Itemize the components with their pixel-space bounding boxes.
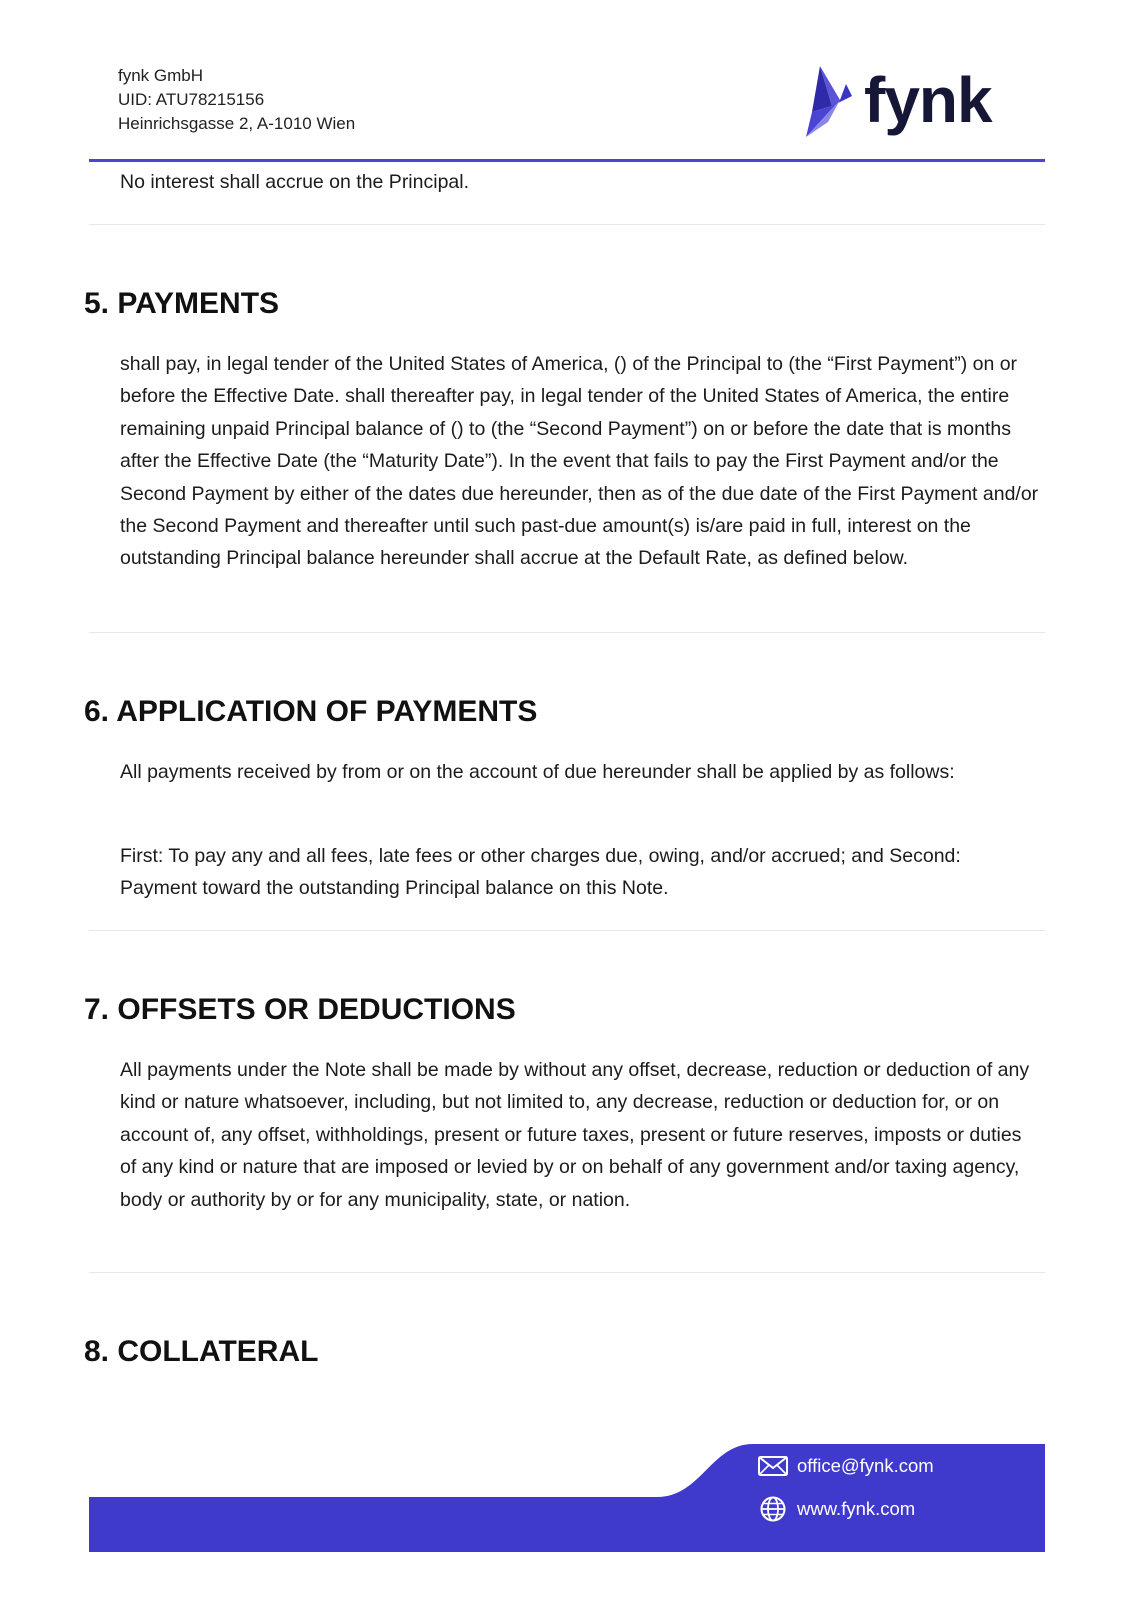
- application-paragraph-2: First: To pay any and all fees, late fees or other charges due, owing, and/or accrued; and Second: Payment toward the outstanding Principal balance on this Note.: [120, 845, 961, 900]
- section-divider: [89, 930, 1045, 931]
- section-divider: [89, 632, 1045, 633]
- footer-band: [89, 1444, 1045, 1552]
- company-address: Heinrichsgasse 2, A-1010 Wien: [118, 114, 356, 133]
- payments-paragraph: shall pay, in legal tender of the United States of America, () of the Principal to (the “First Payment”) on or before the Effective Date. shall thereafter pay, in legal tender of the United States of America, the entire remaining unpaid Principal balance of () to (the “Second Payment”) on or before the date that is months after the Effective Date (the “Maturity Date”). In the event that fails to pay the First Payment and/or the Second Payment by either of the dates due hereunder, then as of the due date of the First Payment and/or the Second Payment and thereafter until such past-due amount(s) is/are paid in full, interest on the outstanding Principal balance hereunder shall accrue at the Default Rate, as defined below.: [120, 353, 1039, 570]
- footer-website[interactable]: [757, 1494, 915, 1524]
- offsets-paragraph: All payments under the Note shall be made by without any offset, decrease, reduction or deduction of any kind or nature whatsoever, including, but not limited to, any decrease, reduction or deduction for, or on account of, any offset, withholdings, present or future taxes, present or future reserves, imposts or duties of any kind or nature that are imposed or levied by or on behalf of any government and/or taxing agency, body or authority by or for any municipality, state, or nation.: [120, 1059, 1030, 1211]
- bird-logo-icon: [806, 62, 866, 142]
- section-heading-application-of-payments: 6. APPLICATION OF PAYMENTS: [84, 695, 538, 728]
- company-info: [118, 64, 355, 136]
- section-divider: [89, 1272, 1045, 1273]
- section-heading-payments: 5. PAYMENTS: [84, 287, 280, 320]
- footer-email-text[interactable]: office@fynk.com: [797, 1455, 934, 1476]
- envelope-icon: [757, 1453, 789, 1479]
- header-rule: [89, 159, 1045, 162]
- intro-paragraph: No interest shall accrue on the Principal.: [120, 171, 470, 193]
- fynk-logo: [806, 62, 1006, 142]
- application-paragraph-1: All payments received by from or on the account of due hereunder shall be applied by as follows:: [120, 761, 955, 783]
- section-heading-collateral: 8. COLLATERAL: [84, 1335, 319, 1368]
- section-heading-offsets-or-deductions: 7. OFFSETS OR DEDUCTIONS: [84, 993, 516, 1026]
- company-uid: UID: ATU78215156: [118, 90, 265, 109]
- company-name: fynk GmbH: [118, 66, 204, 85]
- globe-icon: [757, 1496, 789, 1522]
- footer-email[interactable]: [757, 1451, 934, 1481]
- section-divider: [89, 224, 1045, 225]
- logo-wordmark: fynk: [864, 64, 992, 136]
- footer-website-text[interactable]: www.fynk.com: [797, 1498, 916, 1519]
